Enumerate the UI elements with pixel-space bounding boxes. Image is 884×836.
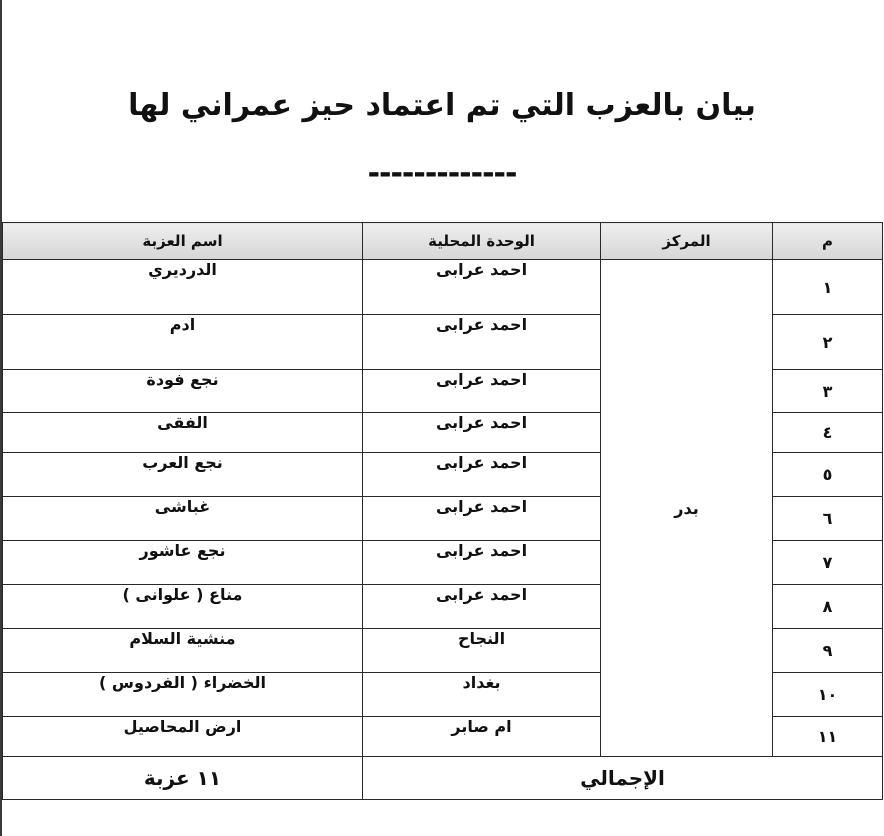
total-value: ١١ عزبة [3, 757, 363, 800]
row-unit: احمد عرابى [363, 370, 601, 413]
row-num: ٥ [773, 453, 883, 497]
row-unit: احمد عرابى [363, 497, 601, 541]
header-local-unit: الوحدة المحلية [363, 223, 601, 260]
header-village-name: اسم العزبة [3, 223, 363, 260]
row-unit: النجاح [363, 629, 601, 673]
total-row [3, 757, 883, 800]
row-village: ادم [3, 315, 363, 370]
row-unit: احمد عرابى [363, 413, 601, 453]
title-separator: ------------- [367, 156, 517, 191]
row-village: الدرديري [3, 260, 363, 315]
row-unit: احمد عرابى [363, 453, 601, 497]
row-num: ٣ [773, 370, 883, 413]
row-unit: احمد عرابى [363, 541, 601, 585]
row-village: نجع فودة [3, 370, 363, 413]
row-unit: بغداد [363, 673, 601, 717]
row-num: ٩ [773, 629, 883, 673]
row-num: ٤ [773, 413, 883, 453]
row-num: ٧ [773, 541, 883, 585]
row-village: نجع عاشور [3, 541, 363, 585]
document-title: بيان بالعزب التي تم اعتماد حيز عمراني لها [128, 88, 756, 123]
villages-table [2, 222, 883, 800]
header-num: م [773, 223, 883, 260]
table-header-row [3, 223, 883, 260]
center-cell: بدر [601, 260, 773, 757]
row-num: ١٠ [773, 673, 883, 717]
row-num: ٢ [773, 315, 883, 370]
header-center: المركز [601, 223, 773, 260]
row-unit: احمد عرابى [363, 315, 601, 370]
row-village: مناع ( علوانى ) [3, 585, 363, 629]
row-num: ٦ [773, 497, 883, 541]
row-unit: احمد عرابى [363, 585, 601, 629]
row-village: الفقى [3, 413, 363, 453]
row-village: منشية السلام [3, 629, 363, 673]
row-village: الخضراء ( الفردوس ) [3, 673, 363, 717]
row-village: ارض المحاصيل [3, 717, 363, 757]
table-row [3, 260, 883, 315]
row-num: ١١ [773, 717, 883, 757]
total-label: الإجمالي [363, 757, 883, 800]
row-unit: ام صابر [363, 717, 601, 757]
row-unit: احمد عرابى [363, 260, 601, 315]
row-num: ١ [773, 260, 883, 315]
row-village: نجع العرب [3, 453, 363, 497]
row-village: غباشى [3, 497, 363, 541]
row-num: ٨ [773, 585, 883, 629]
